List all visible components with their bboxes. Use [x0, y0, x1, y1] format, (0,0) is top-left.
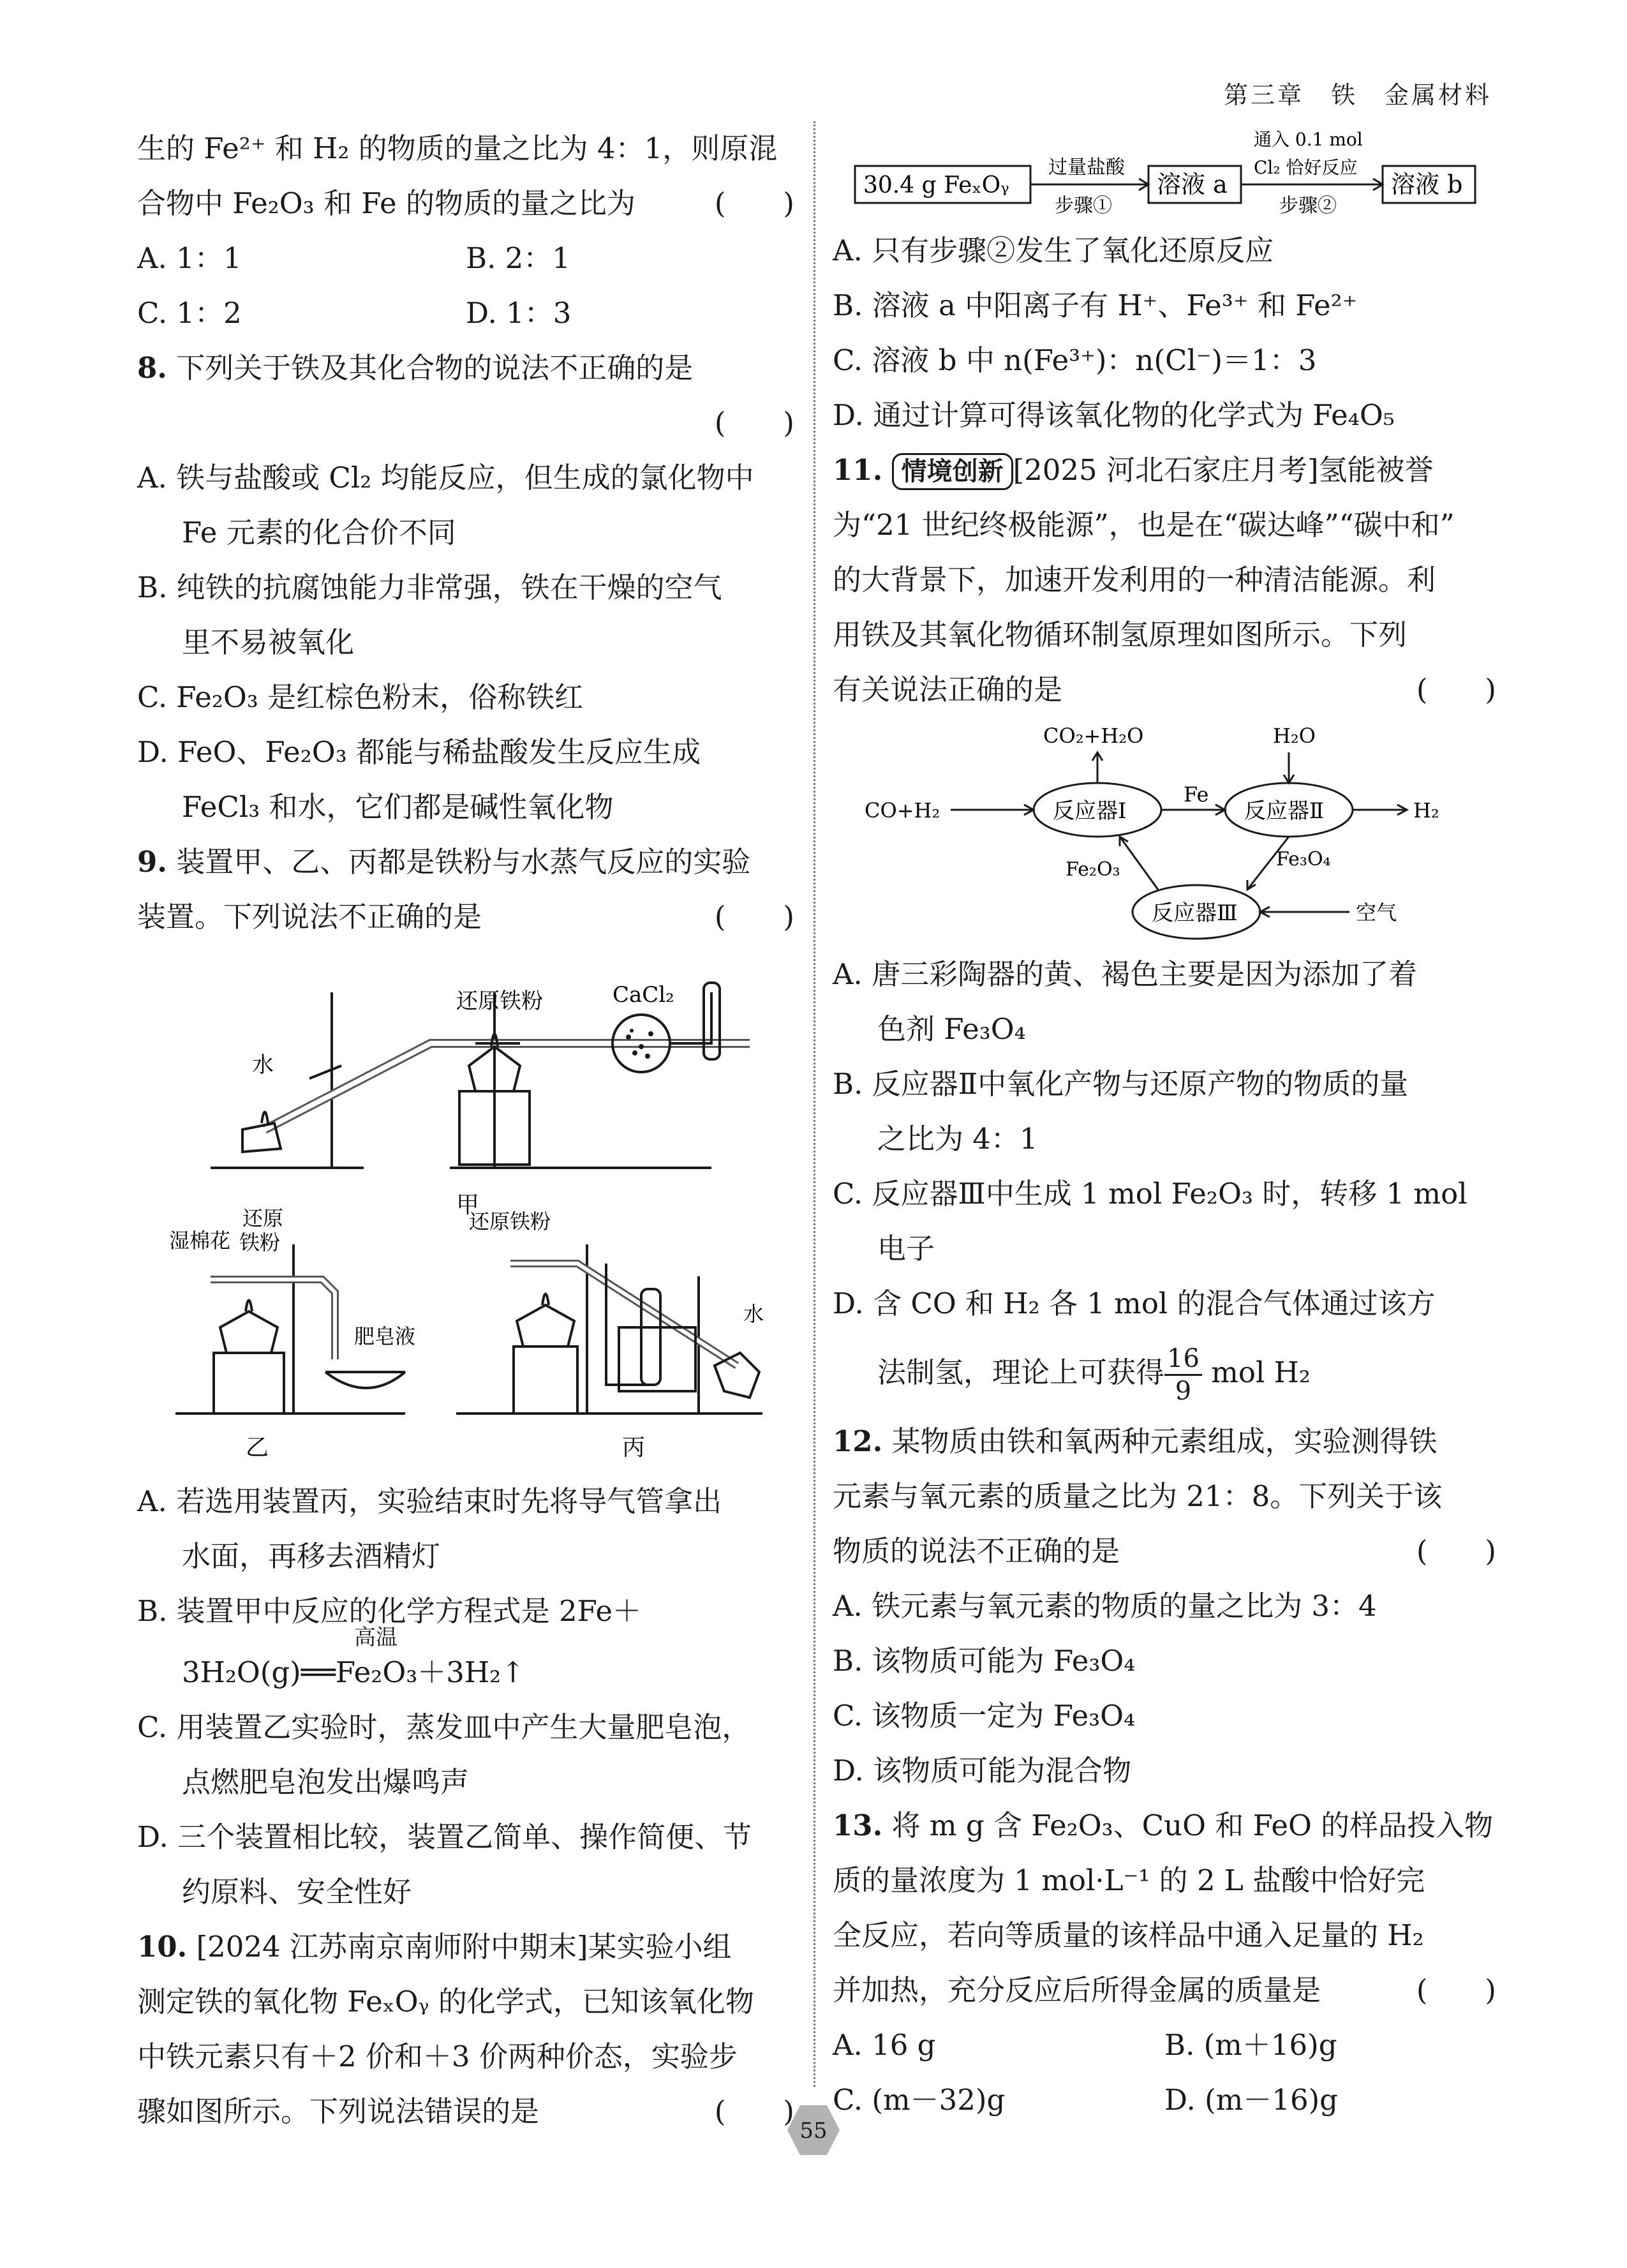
q11d-fraction	[1164, 1343, 1202, 1406]
q13-stem-2: 质的量浓度为 1 mol·L⁻¹ 的 2 L 盐酸中恰好完	[833, 1863, 1425, 1897]
cycle-fe2o3: Fe₂O₃	[1066, 858, 1120, 881]
q10-stem-3: 中铁元素只有＋2 价和＋3 价两种价态，实验步	[137, 2040, 738, 2073]
q11d-text-pre: 法制氢，理论上可获得	[877, 1355, 1165, 1389]
flow-arrow-2-top-1: 通入 0.1 mol	[1254, 129, 1363, 150]
q10-option-b: B. 溶液 a 中阳离子有 H⁺、Fe³⁺ 和 Fe²⁺	[833, 288, 1358, 322]
q9-option-b: B. 装置甲中反应的化学方程式是 2Fe＋	[137, 1594, 642, 1628]
flow-arrow-1-top: 过量盐酸	[1048, 156, 1125, 179]
flow-box-3: 溶液 b	[1391, 170, 1463, 198]
q10-stem-1	[137, 1920, 794, 1974]
q7-line-2	[137, 176, 794, 231]
cycle-fe: Fe	[1184, 782, 1209, 807]
q10-stem-text-4: 骤如图所示。下列说法错误的是	[137, 2094, 540, 2128]
q12-answer-paren: ( )	[1416, 1534, 1496, 1568]
q11-option-a: A. 唐三彩陶器的黄、褐色主要是因为添加了着	[833, 957, 1418, 991]
q9-option-a: A. 若选用装置丙，实验结束时先将导气管拿出	[137, 1484, 722, 1518]
q10-stem-text-1: [2024 江苏南京南师附中期末]某实验小组	[196, 1930, 732, 1964]
left-column	[137, 121, 794, 2139]
q11d-frac-den: 9	[1175, 1376, 1192, 1406]
q11-option-d-cont	[833, 1331, 1496, 1414]
cycle-reactor-1: 反应器Ⅰ	[1053, 798, 1127, 824]
q11-stem-text-5: 有关说法正确的是	[833, 673, 1063, 706]
label-iron-b1: 还原	[242, 1206, 284, 1230]
right-column	[833, 121, 1496, 2128]
q11-option-c: C. 反应器Ⅲ中生成 1 mol Fe₂O₃ 时，转移 1 mol	[833, 1177, 1467, 1211]
q12-option-d: D. 该物质可能为混合物	[833, 1754, 1132, 1787]
apparatus-drawing	[137, 944, 794, 1474]
q7-option-b: B. 2：1	[466, 241, 570, 275]
q8-option-a-cont: Fe 元素的化合价不同	[182, 516, 456, 549]
q9-option-c: C. 用装置乙实验时，蒸发皿中产生大量肥皂泡，	[137, 1710, 751, 1744]
q13-option-a: A. 16 g	[833, 2028, 936, 2062]
q13-stem-3: 全反应，若向等质量的该样品中通入足量的 H₂	[833, 1918, 1424, 1952]
q9-option-c-cont: 点燃肥皂泡发出爆鸣声	[182, 1765, 470, 1799]
q7-options-row-1	[137, 231, 794, 286]
q11-option-b-cont: 之比为 4：1	[877, 1122, 1038, 1156]
q12-stem-text-1: 某物质由铁和氧两种元素组成，实验测得铁	[891, 1424, 1438, 1458]
cycle-reactor-2: 反应器Ⅱ	[1244, 798, 1325, 824]
q11-stem-2: 为“21 世纪终极能源”，也是在“碳达峰”“碳中和”	[833, 508, 1455, 542]
hydrogen-cycle-diagram	[833, 717, 1496, 947]
q7-options-row-2	[137, 286, 794, 341]
q7-option-c: C. 1：2	[137, 296, 242, 330]
q9-option-d: D. 三个装置相比较，装置乙简单、操作简便、节	[137, 1820, 752, 1854]
q9b-condition: 高温	[354, 1625, 397, 1650]
q10-option-c: C. 溶液 b 中 n(Fe³⁺)：n(Cl⁻)＝1：3	[833, 343, 1317, 377]
q8-option-b: B. 纯铁的抗腐蚀能力非常强，铁在干燥的空气	[137, 571, 722, 604]
q10-answer-paren: ( )	[714, 2094, 794, 2128]
q13-stem-text-4: 并加热，充分反应后所得金属的质量是	[833, 1973, 1321, 2007]
q8-stem-text: 下列关于铁及其化合物的说法不正确的是	[176, 351, 694, 385]
q11-option-d: D. 含 CO 和 H₂ 各 1 mol 的混合气体通过该方	[833, 1287, 1436, 1320]
q8-option-b-cont: 里不易被氧化	[182, 625, 355, 659]
label-cotton: 湿棉花	[169, 1228, 231, 1253]
q9-stem-text-2: 装置。下列说法不正确的是	[137, 900, 482, 934]
q11-context-tag: 情境创新	[892, 453, 1013, 490]
q12-stem-3	[833, 1524, 1496, 1579]
cycle-h2o: H₂O	[1273, 724, 1316, 748]
q11d-text-post: mol H₂	[1201, 1355, 1311, 1389]
q9-number: 9.	[137, 845, 167, 879]
q13-option-d: D. (m－16)g	[1164, 2083, 1338, 2117]
q13-option-b: B. (m＋16)g	[1164, 2028, 1337, 2062]
q12-stem-text-3: 物质的说法不正确的是	[833, 1534, 1120, 1568]
cycle-reactor-3: 反应器Ⅲ	[1152, 900, 1238, 926]
q11d-frac-num: 16	[1164, 1343, 1202, 1376]
flow-drawing	[833, 121, 1496, 223]
q7-stem-end: 合物中 Fe₂O₃ 和 Fe 的物质的量之比为	[137, 186, 635, 220]
q8-option-a: A. 铁与盐酸或 Cl₂ 均能反应，但生成的氯化物中	[137, 461, 754, 495]
q7-answer-paren: ( )	[714, 186, 794, 220]
label-yi: 乙	[246, 1435, 269, 1461]
q13-number: 13.	[833, 1809, 883, 1842]
q10-option-a: A. 只有步骤②发生了氧化还原反应	[833, 234, 1274, 267]
label-water-a: 水	[252, 1052, 274, 1078]
q8-option-d-cont: FeCl₃ 和水，它们都是碱性氧化物	[182, 790, 614, 824]
q7-option-a: A. 1：1	[137, 241, 242, 275]
page-number: 55	[799, 2118, 828, 2144]
q10-option-d: D. 通过计算可得该氧化物的化学式为 Fe₄O₅	[833, 398, 1395, 432]
label-bing: 丙	[622, 1435, 646, 1461]
q12-number: 12.	[833, 1424, 883, 1458]
label-iron-b2: 铁粉	[239, 1230, 281, 1255]
q10-stem-2: 测定铁的氧化物 FeₓOᵧ 的化学式，已知该氧化物	[137, 1985, 754, 2018]
q9-option-d-cont: 约原料、安全性好	[182, 1875, 412, 1909]
q12-stem-2: 元素与氧元素的质量之比为 21：8。下列关于该	[833, 1479, 1443, 1513]
column-divider	[814, 121, 815, 2087]
q13-options-row-2	[833, 2073, 1496, 2128]
q12-stem-1	[833, 1414, 1496, 1469]
cycle-co2-h2o: CO₂+H₂O	[1043, 724, 1144, 748]
flow-arrow-2-top-2: Cl₂ 恰好反应	[1254, 157, 1358, 178]
flow-box-1: 30.4 g FeₓOᵧ	[863, 172, 1009, 198]
q9-stem-1	[137, 835, 794, 890]
flow-arrow-2-bottom: 步骤②	[1279, 195, 1337, 217]
page-number-shape	[786, 2103, 841, 2158]
label-cacl2: CaCl₂	[613, 982, 674, 1008]
q11-stem-5	[833, 662, 1496, 717]
flow-diagram	[833, 121, 1496, 223]
q9-stem-text-1: 装置甲、乙、丙都是铁粉与水蒸气反应的实验	[176, 845, 751, 879]
q7-option-d: D. 1：3	[466, 296, 572, 330]
q13-options-row-1	[833, 2018, 1496, 2073]
q9b-equation: 3H₂O(g)══Fe₂O₃＋3H₂↑	[182, 1655, 525, 1689]
q13-stem-text-1: 将 m g 含 Fe₂O₃、CuO 和 FeO 的样品投入物	[891, 1809, 1494, 1842]
q9-option-b-cont	[137, 1625, 794, 1700]
q7-line-1: 生的 Fe²⁺ 和 H₂ 的物质的量之比为 4：1，则原混	[137, 131, 778, 165]
q13-answer-paren: ( )	[1416, 1973, 1496, 2007]
q11-number: 11.	[833, 453, 883, 487]
q8-answer-paren: ( )	[714, 406, 794, 440]
q11-stem-text-1: [2025 河北石家庄月考]氢能被誉	[1013, 453, 1434, 487]
cycle-co-h2: CO+H₂	[865, 798, 940, 823]
q11-stem-4: 用铁及其氧化物循环制氢原理如图所示。下列	[833, 618, 1408, 652]
q13-stem-4	[833, 1963, 1496, 2018]
apparatus-figure	[137, 944, 794, 1474]
q12-option-a: A. 铁元素与氧元素的物质的量之比为 3：4	[833, 1589, 1377, 1623]
q13-stem-1	[833, 1798, 1496, 1853]
q12-option-b: B. 该物质可能为 Fe₃O₄	[833, 1644, 1136, 1678]
q11-option-a-cont: 色剂 Fe₃O₄	[877, 1012, 1026, 1046]
label-iron-a: 还原铁粉	[456, 989, 543, 1014]
chapter-header: 第三章 铁 金属材料	[1223, 81, 1492, 109]
q11-stem-3: 的大背景下，加速开发利用的一种清洁能源。利	[833, 563, 1436, 597]
q11-answer-paren: ( )	[1416, 673, 1496, 706]
q8-number: 8.	[137, 351, 167, 385]
cycle-air: 空气	[1356, 900, 1397, 925]
label-iron-c: 还原铁粉	[469, 1209, 551, 1234]
flow-box-2: 溶液 a	[1157, 170, 1228, 198]
q8-paren-line	[137, 396, 794, 451]
page-number-badge	[786, 2103, 841, 2158]
q12-option-c: C. 该物质一定为 Fe₃O₄	[833, 1699, 1136, 1733]
label-soap: 肥皂液	[354, 1324, 416, 1348]
q13-option-c: C. (m－32)g	[833, 2083, 1006, 2117]
q10-number: 10.	[137, 1930, 188, 1964]
q8-stem	[137, 341, 794, 396]
cycle-fe3o4: Fe₃O₄	[1276, 848, 1331, 870]
q8-option-c: C. Fe₂O₃ 是红棕色粉末，俗称铁红	[137, 680, 584, 714]
q11-option-c-cont: 电子	[877, 1232, 935, 1265]
q11-stem-1	[833, 443, 1496, 498]
q10-stem-4	[137, 2084, 794, 2139]
q9-stem-2	[137, 890, 794, 944]
flow-arrow-1-bottom: 步骤①	[1055, 195, 1112, 217]
q9-option-a-cont: 水面，再移去酒精灯	[182, 1539, 441, 1573]
cycle-h2: H₂	[1413, 798, 1439, 823]
cycle-drawing	[833, 717, 1496, 947]
label-jia: 甲	[456, 1192, 480, 1218]
q8-option-d: D. FeO、Fe₂O₃ 都能与稀盐酸发生反应生成	[137, 735, 701, 769]
label-water-c: 水	[743, 1302, 764, 1326]
q9-answer-paren: ( )	[714, 900, 794, 934]
q11-option-b: B. 反应器Ⅱ中氧化产物与还原产物的物质的量	[833, 1067, 1409, 1101]
